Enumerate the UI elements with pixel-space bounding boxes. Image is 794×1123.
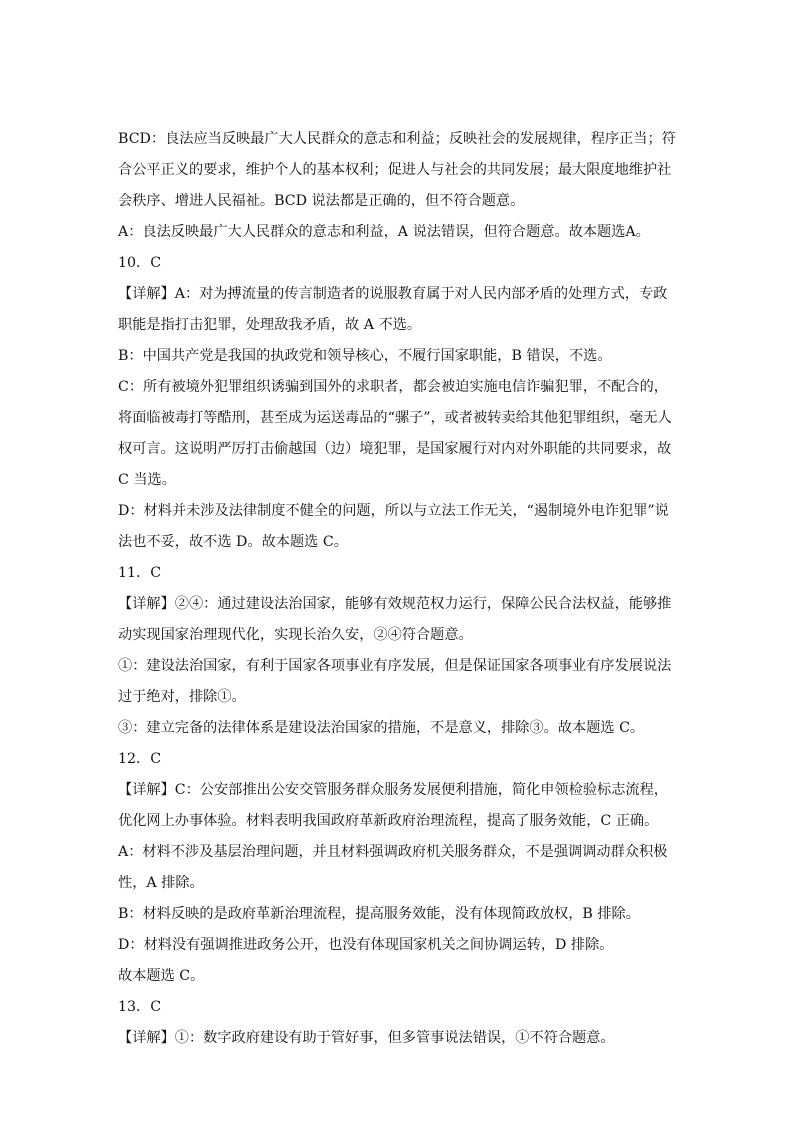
question-number: 12．C (118, 751, 162, 767)
text-line: A：良法反映最广大人民群众的意志和利益，A 说法错误，但符合题意。故本题选A。 (118, 224, 650, 240)
text-line: 法也不妥，故不选 D。故本题选 C。 (118, 534, 348, 550)
text-line: 权可言。这说明严厉打击偷越国（边）境犯罪，是国家履行对内对外职能的共同要求，故 (118, 441, 672, 457)
text-line: 合公平正义的要求，维护个人的基本权利；促进人与社会的共同发展；最大限度地维护社 (118, 162, 672, 178)
text-line: 将面临被毒打等酷刑，甚至成为运送毒品的“骡子”，或者被转卖给其他犯罪组织，毫无人 (118, 410, 672, 426)
answer-explanation-body (118, 124, 678, 1054)
text-line: C：所有被境外犯罪组织诱骗到国外的求职者，都会被迫实施电信诈骗犯罪，不配合的， (118, 379, 668, 395)
text-line: C 当选。 (118, 472, 176, 488)
text-line: B：中国共产党是我国的执政党和领导核心，不履行国家职能，B 错误，不选。 (118, 348, 612, 364)
text-line: 动实现国家治理现代化，实现长治久安，②④符合题意。 (118, 627, 473, 643)
text-line: 优化网上办事体验。材料表明我国政府革新政府治理流程，提高了服务效能，C 正确。 (118, 813, 659, 829)
text-line: 【详解】①：数字政府建设有助于管好事，但多管事说法错误，①不符合题意。 (118, 1030, 615, 1046)
text-line: 【详解】C：公安部推出公安交管服务群众服务发展便利措施，简化申领检验标志流程， (118, 782, 668, 798)
text-line: A：材料不涉及基层治理问题，并且材料强调政府机关服务群众，不是强调调动群众积极 (118, 844, 668, 860)
text-line: ③：建立完备的法律体系是建设法治国家的措施，不是意义，排除③。故本题选 C。 (118, 720, 645, 736)
text-line: BCD：良法应当反映最广大人民群众的意志和利益；反映社会的发展规律，程序正当；符 (118, 131, 676, 147)
text-line: 职能是指打击犯罪，处理敌我矛盾，故 A 不选。 (118, 317, 422, 333)
text-line: ①：建设法治国家，有利于国家各项事业有序发展，但是保证国家各项事业有序发展说法 (118, 658, 672, 674)
question-number: 11．C (118, 565, 162, 581)
question-number: 10．C (118, 255, 162, 271)
text-line: 【详解】A：对为搏流量的传言制造者的说服教育属于对人民内部矛盾的处理方式，专政 (118, 286, 668, 302)
text-line: B：材料反映的是政府革新治理流程，提高服务效能，没有体现简政放权，B 排除。 (118, 906, 640, 922)
text-line: 性，A 排除。 (118, 875, 204, 891)
text-line: 故本题选 C。 (118, 968, 205, 984)
question-number: 13．C (118, 999, 162, 1015)
text-line: D：材料没有强调推进政务公开，也没有体现国家机关之间协调运转，D 排除。 (118, 937, 614, 953)
text-line: 会秩序、增进人民福祉。BCD 说法都是正确的，但不符合题意。 (118, 193, 525, 209)
text-line: 【详解】②④：通过建设法治国家，能够有效规范权力运行，保障公民合法权益，能够推 (118, 596, 672, 612)
text-line: D：材料并未涉及法律制度不健全的问题，所以与立法工作无关，“遏制境外电诈犯罪”说 (118, 503, 669, 519)
text-line: 过于绝对，排除①。 (118, 689, 246, 705)
